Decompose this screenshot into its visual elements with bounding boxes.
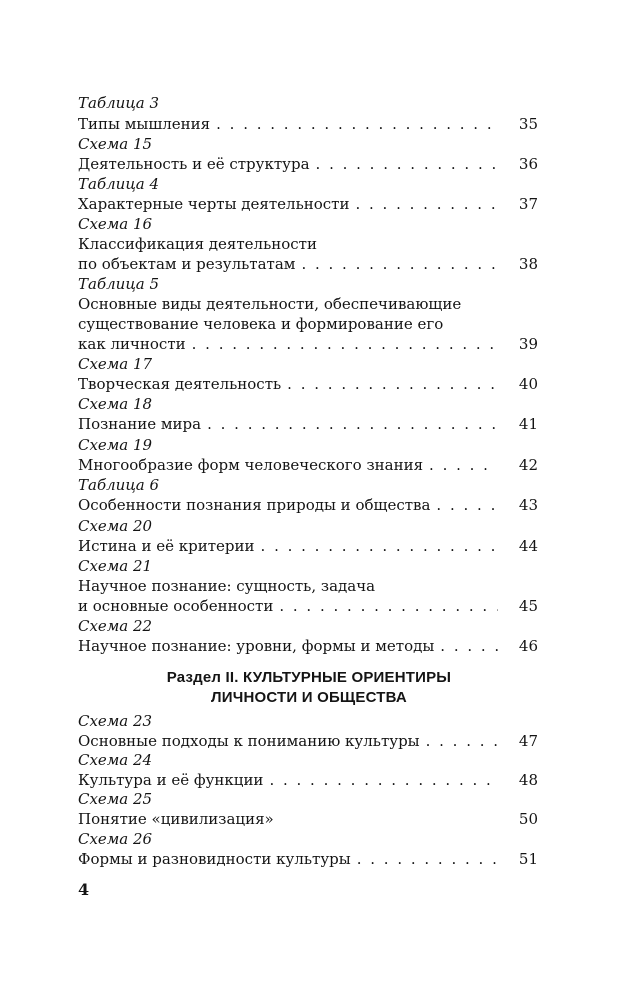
toc-title: Характерные черты деятельности	[78, 195, 350, 213]
toc-title: Истина и её критерии	[78, 537, 255, 555]
toc-title: Основные подходы к пониманию культуры	[78, 732, 420, 750]
toc-entry	[78, 414, 538, 434]
toc-page-number: 45	[518, 597, 538, 615]
toc-entry	[78, 536, 538, 556]
toc-entry	[78, 731, 538, 751]
toc-entry	[78, 849, 538, 869]
toc-label: Схема 26	[78, 830, 153, 848]
section-heading-line: ЛИЧНОСТИ И ОБЩЕСТВА	[211, 689, 407, 706]
toc-page-number: 50	[518, 810, 538, 828]
toc-label: Схема 22	[78, 617, 153, 635]
toc-label: Схема 18	[78, 395, 153, 413]
dot-leader	[357, 849, 498, 869]
toc-page-number: 37	[518, 195, 538, 213]
toc-page-number: 38	[518, 255, 538, 273]
dot-leader	[301, 254, 498, 274]
toc-entry	[78, 154, 538, 174]
toc-title: Формы и разновидности культуры	[78, 850, 351, 868]
dot-leader	[207, 414, 498, 434]
toc-page-number: 39	[518, 335, 538, 353]
toc-page-number: 43	[518, 496, 538, 514]
dot-leader	[440, 636, 498, 656]
toc-title-line: Основные виды деятельности, обеспечивающие	[78, 295, 462, 313]
toc-label: Схема 23	[78, 712, 153, 730]
toc-label: Схема 24	[78, 751, 153, 769]
toc-title: Деятельность и её структура	[78, 155, 310, 173]
toc-entry	[78, 576, 538, 616]
toc-label: Схема 20	[78, 517, 153, 535]
toc-label: Схема 16	[78, 215, 153, 233]
toc-page-number: 46	[518, 637, 538, 655]
section-heading-line: Раздел II. КУЛЬТУРНЫЕ ОРИЕНТИРЫ	[166, 669, 452, 686]
toc-label: Схема 15	[78, 135, 153, 153]
toc-entry	[78, 636, 538, 656]
toc-title: Типы мышления	[78, 115, 211, 133]
toc-label: Схема 25	[78, 790, 153, 808]
dot-leader	[269, 770, 498, 790]
toc-title-line: Классификация деятельности	[78, 235, 317, 253]
dot-leader	[279, 596, 498, 616]
dot-leader	[436, 495, 498, 515]
toc-page-number: 35	[518, 115, 538, 133]
toc-page-number: 48	[518, 771, 538, 789]
toc-entry	[78, 294, 538, 354]
dot-leader	[261, 536, 498, 556]
toc-title-line: Научное познание: сущность, задача	[78, 577, 376, 595]
page-number: 4	[78, 880, 90, 899]
toc-entry	[78, 374, 538, 394]
toc-title: Научное познание: уровни, формы и методы	[78, 637, 435, 655]
toc-title: как личности	[78, 335, 186, 353]
dot-leader	[287, 374, 498, 394]
toc-page-number: 47	[518, 732, 538, 750]
toc-page-number: 41	[518, 415, 538, 433]
toc-title: Многообразие форм человеческого знания	[78, 456, 424, 474]
toc-label: Таблица 6	[78, 476, 160, 494]
dot-leader	[216, 114, 498, 134]
toc-title: Понятие «цивилизация»	[78, 810, 274, 828]
toc-label: Таблица 4	[78, 175, 160, 193]
toc-page-number: 42	[518, 456, 538, 474]
toc-page-number: 36	[518, 155, 538, 173]
toc-label: Таблица 5	[78, 275, 160, 293]
toc-entry	[78, 194, 538, 214]
dot-leader	[426, 731, 498, 751]
toc-entry	[78, 770, 538, 790]
toc-label: Таблица 3	[78, 94, 160, 112]
toc-page-number: 44	[518, 537, 538, 555]
toc-label: Схема 17	[78, 355, 153, 373]
toc-page-number: 40	[518, 375, 538, 393]
toc-title-line: существование человека и формирование его	[78, 315, 444, 333]
toc-title: и основные особенности	[78, 597, 274, 615]
toc-title: Культура и её функции	[78, 771, 264, 789]
dot-leader	[316, 154, 498, 174]
dot-leader	[192, 334, 498, 354]
toc-entry	[78, 495, 538, 515]
toc-entry	[78, 809, 538, 829]
dot-leader	[355, 194, 498, 214]
toc-entry	[78, 114, 538, 134]
toc-title: Познание мира	[78, 415, 202, 433]
toc-label: Схема 21	[78, 557, 153, 575]
toc-page-number: 51	[518, 850, 538, 868]
toc-title: Особенности познания природы и общества	[78, 496, 431, 514]
toc-label: Схема 19	[78, 436, 153, 454]
toc-entry	[78, 455, 538, 475]
toc-title: Творческая деятельность	[78, 375, 282, 393]
toc-title: по объектам и результатам	[78, 255, 296, 273]
toc-entry	[78, 234, 538, 274]
dot-leader	[429, 455, 498, 475]
